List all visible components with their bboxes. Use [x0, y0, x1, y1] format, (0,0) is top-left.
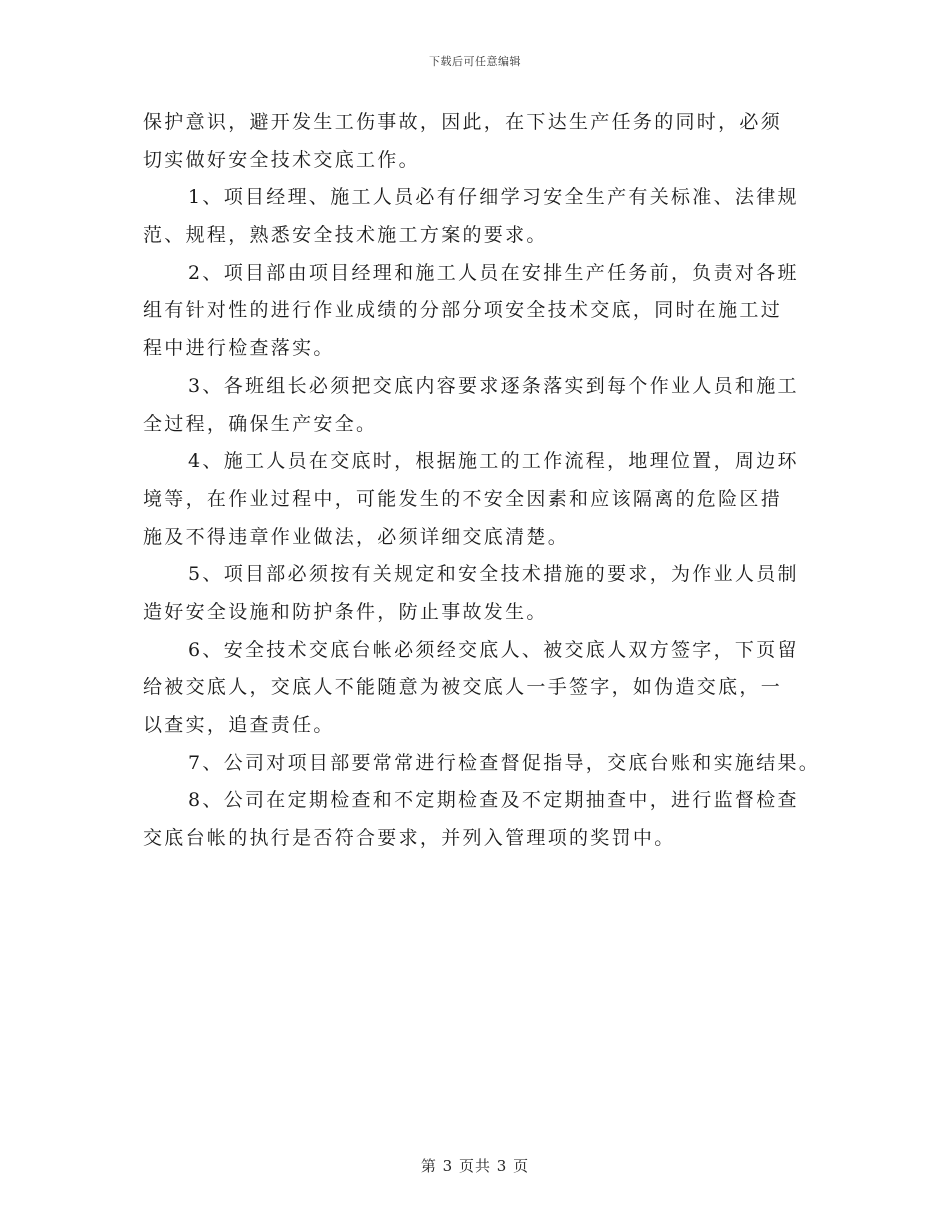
text-line: 保护意识，避开发生工伤事故，因此，在下达生产任务的同时，必须: [143, 111, 783, 133]
text-line: 全过程，确保生产安全。: [143, 412, 378, 435]
text-line: 组有针对性的进行作业成绩的分部分项安全技术交底，同时在施工过: [143, 299, 783, 322]
document-body: [143, 104, 821, 858]
paragraph-item-4: [143, 443, 811, 556]
text-line: 8、公司在定期检查和不定期检查及不定期抽查中，进行监督检查: [188, 789, 799, 812]
text-line: 以查实，追查责任。: [143, 714, 335, 736]
text-line: 造好安全设施和防护条件，防止事故发生。: [143, 600, 548, 623]
text-line: 4、施工人员在交底时，根据施工的工作流程，地理位置，周边环: [188, 450, 799, 473]
text-line: 施及不得违章作业做法，必须详细交底清楚。: [143, 525, 570, 548]
text-line: 7、公司对项目部要常常进行检查督促指导，交底台账和实施结果。: [188, 751, 821, 774]
text-line: 5、项目部必须按有关规定和安全技术措施的要求，为作业人员制: [188, 563, 799, 586]
paragraph-item-7: [143, 745, 821, 783]
paragraph-item-3: [143, 368, 811, 443]
paragraph-intro: [143, 104, 811, 179]
paragraph-item-6: [143, 632, 811, 745]
text-line: 6、安全技术交底台帐必须经交底人、被交底人双方签字，下页留: [188, 638, 799, 661]
text-line: 程中进行检查落实。: [143, 337, 335, 360]
text-line: 3、各班组长必须把交底内容要求逐条落实到每个作业人员和施工: [188, 374, 799, 397]
paragraph-item-5: [143, 556, 811, 631]
paragraph-item-2: [143, 255, 811, 368]
text-line: 切实做好安全技术交底工作。: [143, 148, 420, 171]
text-line: 1、项目经理、施工人员必有仔细学习安全生产有关标准、法律规: [188, 186, 799, 209]
text-line: 2、项目部由项目经理和施工人员在安排生产任务前，负责对各班: [188, 261, 799, 284]
paragraph-item-1: [143, 179, 811, 254]
page-header: 下载后可任意编辑: [429, 55, 521, 68]
paragraph-item-8: [143, 782, 811, 857]
page-number-footer: 第 3 页共 3 页: [420, 1157, 530, 1175]
text-line: 交底台帐的执行是否符合要求，并列入管理项的奖罚中。: [143, 827, 676, 850]
text-line: 给被交底人，交底人不能随意为被交底人一手签字，如伪造交底，一: [143, 676, 783, 699]
text-line: 境等，在作业过程中，可能发生的不安全因素和应该隔离的危险区措: [143, 487, 783, 510]
text-line: 范、规程，熟悉安全技术施工方案的要求。: [143, 224, 548, 247]
